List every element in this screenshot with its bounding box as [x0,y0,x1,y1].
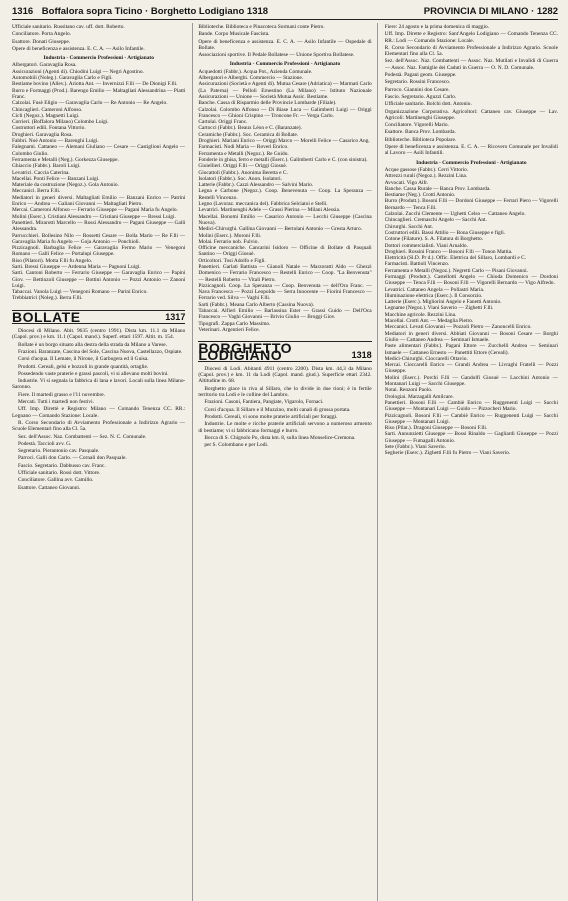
directory-entry: Molini (Eserc.). Moroni F.lli. [198,232,262,239]
description-paragraph: Prodotti. Cereali, vi sono molte praterie artificiali per foraggi. [204,413,338,420]
description-paragraph: Corsi d'acqua. Il Lemate, il Nirone, il Garbogera ed il Guisa. [18,356,149,363]
description-paragraph: Prodotti. Cereali, gelsi e bozzoli in grande quantità, ortaglie. [18,363,149,370]
description-paragraph: per S. Colombano e per Lodi. [204,442,269,449]
municipality-heading [198,341,371,362]
directory-entry: Tipografi. Zappa Carlo Massimo. [198,320,271,327]
directory-entry: Panettieri. Mirarotti Marcello — Rossi Alessandro — Pagani Giuseppe — Galli Alessandra. [12,219,186,233]
column-layout [12,23,558,901]
directory-entry: Chincaglieri. Cameroni Alfonso. [12,106,83,113]
directory-entry: Corrieri. (Boffalora Milano) Colombo Luigi. [12,119,109,126]
directory-entry: Falegnami. Cattaneo — Alemani Giuliano — Cesare — Castiglioni Angelo — Colombo Giulio. [12,144,186,157]
info-entry: Conciliatore. Porta Angelo. [12,31,71,38]
directory-entry: Orticoltori. Tosi Adolfo e Figli. [198,257,266,264]
info-entry: Esattore. Banca Prov. Lombarda. [384,129,456,136]
description-paragraph: R. Corso Secondario di Avviamento Professionale a Indirizzo Agrario — Scuole Elementari fino alla Cl. 5a. [12,419,186,433]
directory-entry: Sarti (Fabbr.). Meana Carlo Alberto (Cassina Nuova). [198,301,315,308]
page-header [12,6,558,20]
info-entry: Fiere: 24 agosto e la prima domenica di maggio. [384,24,489,30]
directory-entry: Bestiame bovino (Allev.). Ariotta Ant. — Invernizzi F.lli — De Dionigi F.lli. [12,81,178,88]
directory-entry: Notai. Renzoni Paolo. [384,387,433,394]
info-entry: Fascio. Segretario. Aguzzi Carlo. [384,93,457,100]
directory-entry: Latterie (Fabbr.). Cazzi Alessandro — Salvini Mario. [198,182,314,189]
description-paragraph: Frazioni. Baranzate, Cascina del Sole, Cascina Nuova, Castellazzo, Ospiate. [18,348,183,355]
directory-entry: Legname (Negoz.). Viani Saverio — Zighetti F.lli. [384,305,494,312]
description-paragraph: Diocesi di Milano. Abit. 9635 (centro 1991). Dista km. 11.1 da Milano (Capol. prov.) e km. 11.1 (Capol. mand.). Superf. ettari 1597. Altit. m. 154. [12,328,186,341]
description-paragraph: Fiere. Il martedì grasso e l'11 novembre. [18,391,105,398]
directory-entry: Assicurazioni (Società e Agenti di). Mutua Cesare (Adriatica) — Marmati Carlo (La Paterna) — Pelloli Ernestino (La Milano) — Istituto Nazionale Assicurazioni — Unione — Società Mutua Assic. Bestiame. [198,81,372,100]
directory-entry: Attrezzi rurali (Negoz.). Rezzini Lina. [384,173,468,180]
directory-entry: Chincaglieri. Cremaschi Angelo — Sacchi Ant. [384,217,487,224]
running-title-left: Boffalora sopra Ticino · Borghetto Lodigiano 1318 [41,6,269,17]
info-entry: Sez. dell'Assoc. Naz. Combattenti — Assoc. Naz. Mutilati e Invalidi di Guerra — Assoc. Naz. Famiglie dei Caduti in Guerra — O. N. D. Comunale. [384,58,558,71]
directory-entry: Sarti. Annunzietti Giuseppe — Bossi Rinaldo — Gagliardi Giuseppe — Pozzi Giuseppe — Fumagalli Antonio. [384,431,558,444]
header-left [12,6,268,17]
directory-entry: Meccanici. Levati Giovanni — Pozzoli Pietro — Zanoncelli Enrico. [384,324,532,331]
directory-entry: Elettricità (Sl.D. Pr d.). Offic. Elettrica del Sillaro, Lombardi e C. [384,255,527,262]
directory-entry: Segherie (Eserc.). Zighetti F.lli fu Pietro — Viani Saverio. [384,450,511,457]
description-paragraph: Industrie. Vi si segnala la fabbrica di lana e lavori. Locali sulla linea Milano-Saronno. [12,378,186,391]
directory-entry: Droghieri. Mariani Enrico — Origgi Marco — Morelli Felice — Casarico Ang. [198,138,370,145]
directory-entry: Droghieri. Garavaglia Rosa. [12,131,73,138]
directory-entry: Mercai. Cioccarelli Enrico — Grandi Andrea — Livraghi Fratelli — Pozzi Giuseppe. [384,362,558,375]
description-paragraph: Fascio. Segretario. Dabbusso cav. Franc. [18,462,106,469]
description-paragraph: Sez. dell'Assoc. Naz. Combattenti — Sez. N. C. Comunale. [18,433,147,440]
directory-entry: Acquedotti (Fabbr.). Acqua Pot., Azienda Comunale. [198,68,313,75]
directory-entry: Calzolai. Colombo Alfonso — Di Biase Luca — Galimberti Luigi — Origgi Francesco — Ghioni Crispino — Troncone Fr. — Verga Carlo. [198,106,372,119]
info-entry: Biblioteche. Biblioteca Popolare. [384,136,457,143]
directory-entry: Latterie (Eserc.). Migliorini Angelo e Fanetti Antonio. [384,299,502,306]
directory-entry: Molini (Eserc.). Cristiani Alessandro — Cristiani Giuseppe — Bressi Luigi. [12,213,176,220]
directory-entry: Cartocci (Fabbr.). Beaux Léon e C. (Baranzate). [198,125,302,132]
directory-entry: Costruttori edili. Bassi Attilio — Bona Giuseppe e figli. [384,229,506,236]
directory-entry: Legna e Carbone (Negoz.). Coop. Benevenuta — Coop. La Speranza — Restelli Vincenzo. [198,188,372,201]
directory-entry: Albergatori e Alberghi. Commercio — Stazione. [198,75,304,82]
directory-entry: Pizzicagnoli. Coop. La Speranza — Coop. Benvenuta — dell'Ora Franc. — Nava Francesca — Pozzi Leopoldo — Serra Innocente — Fiorini Francesco — Ferrario ved. Silva — Vaghi F.lli. [198,282,372,302]
directory-entry: Ceramiche (Fabbr.). Soc. Ceramica di Bollate. [198,131,299,138]
directory-entry: Pizzicagnoli. Bosoni F.lli — Cambiè Enrico — Ruggenenti Luigi — Sacchi Giuseppe — Montanari Luigi. [384,412,558,425]
directory-entry: Molini (Eserc.). Porchi F.lli — Gandolfi Giosuè — Lacchini Antonio — Montanari Luigi — Sacchi Giuseppe. [384,374,558,388]
page-number-left: 1316 [12,6,34,17]
info-entry: Conciliatore. Vigorelli Mario. [384,122,449,129]
directory-entry: Farmacisti. Battioli Vincenzo. [384,261,450,268]
directory-entry: Sete (Fabbr.). Viani Saverio. [384,444,446,450]
directory-entry: Tabaccai. Vanola Luigi — Venegoni Romano — Parini Enrico. [12,289,148,296]
section-heading: Industria - Commercio Professioni - Artigianato [229,61,341,68]
directory-entry: Mediatori in generi diversi. Abbiati Giovanni — Bosoni Cesare — Borghi Giulio — Cattaneo Andrea — Seminari Ismaele. [384,330,558,343]
description-paragraph: Borghetto giace in riva al Sillaro, che lo divide in due rioni; è in fertile territorio tra Lodi e le colline del Lambro. [198,385,372,399]
directory-entry: Orologiai. Marzagalli Amilcare. [384,393,454,400]
description-paragraph: Segretario. Pierantonio cav. Pasquale. [18,448,100,455]
directory-entry: Panettieri. Bosoni F.lli — Cambiè Enrico — Ruggenenti Luigi — Sacchi Giuseppe — Montanari Luigi — Guido — Pizzocheri Mario. [384,399,558,413]
municipality-heading [12,310,185,324]
directory-entry: Paste alimentari (Fabbr.). Pagani Ettore — Zucchelli Andrea — Seminari Ismaele — Cattaneo Ernesto — Panettiti Ettore (Cereali). [384,343,558,356]
directory-entry: Bestiame (Neg.). Crotti Antonio. [384,192,456,199]
page-number-right: · 1282 [531,6,558,17]
directory-entry: Riso (Pilatori). Motta F.lli fu Angelo. [12,257,93,264]
directory-entry: Mediatori in generi diversi. Maltagliati Emilio — Banzani Enrico — Patrini Enrico — Andrea — Galiani Giovanni — Maltagliati Pietro. [12,194,186,208]
directory-entry: Costruttori edili. Fontana Vittorio. [12,125,86,132]
directory-entry: Panettieri. Garlati Battista — Gianoli Natale — Marzoratti Aldo — Ghezzi Domenico — Ferrario Francesco — Restelli Enrico — Coop. "La Benvenuta" — Restelli Roberto — Vitali Pietro. [198,263,372,283]
directory-entry: Burro (Produtt.). Bosoni F.lli — Dordoni Giuseppe — Ferrari Piero — Vigorelli Bernardo — Tenca F.lli. [384,198,558,211]
directory-entry: Meccanici. Berra F.lli. [12,188,61,195]
directory-entry: Veterinari. Argentieri Felice. [198,326,260,333]
directory-entry: Droghieri. Rossini Franco — Bosoni F.lli — Tonon Mattia. [384,248,513,255]
directory-entry: Cicli (Negoz.). Magnetti Luigi. [12,112,80,119]
directory-entry: Automobili (Noleg.). Garavaglia Carlo e Figli. [12,75,113,82]
directory-entry: Mercai. Cameroni Alfonso — Ferrario Giuseppe — Pagani Maria fu Angelo. [12,207,178,214]
directory-entry: Cotone (Filature). S. A. Filatura di Borghetto. [384,236,484,243]
description-paragraph: Bollate è un borgo situato alla destra della strada da Milano a Varese. [18,341,168,348]
directory-entry: Macellai. Ponti Felice — Banzani Luigi. [12,175,100,182]
directory-entry: Dottori commercialisti. Viani Arnaldo. [384,242,468,249]
directory-entry: Isolatori (Fabbr.). Soc. Anon. Isolatori. [198,175,283,182]
description-paragraph: Ufficiale sanitario. Rossi dott. Vittore. [18,470,101,476]
directory-entry: Assicurazioni (Agenti di). Chiodini Luigi — Negri Agostino. [12,68,144,75]
directory-entry: Avvocati. Vigo Alfr. [384,179,429,186]
directory-entry: Tabaccai. Alfieri Emilio — Barlassina Ester — Grassi Guido — Dell'Oca Francesco — Vaghi Giovanni — Brivio Giulio — Broggi Giov. [198,308,372,321]
description-paragraph: Esattore. Cattaneo Giovanni. [18,484,81,491]
description-paragraph: Uff. Imp. Direttè e Registro: Milano — Comando Tenenza CC. RR.: Legnano — Comando Stazione: Locale. [12,406,186,419]
directory-entry: Ferramenta e Metalli (Neg.). Gorkezza Giuseppe. [12,156,119,163]
directory-entry: Gioiellieri. Origgi F.lli — Origgi Giosuè. [198,163,288,170]
description-paragraph: Mercati. Tutti i martedì non festivi. [18,399,94,406]
municipality-code: 1318 [351,349,372,360]
directory-entry: Levatrici. Martinenghi Adele — Grassi Pierina — Milani Alessia. [198,207,341,214]
directory-entry: Albergatori. Garavaglia Rosa. [12,62,77,69]
info-entry: R. Corso Secondario di Avviamento Professionale a Indirizzo Agrario. Scuole Elementari fino alla Cl. 5a. [384,44,558,58]
directory-entry: Sarti. Bressi Giuseppe — Ardenna Maria — Pagnoni Luigi. [12,263,141,270]
description-paragraph: Frazioni. Casoni, Fantiera, Pangiate, Vigarolo, Fornaci. [204,399,324,406]
section-heading: Industria - Commercio Professioni - Artigianato [416,159,527,166]
directory-entry: Chirurghi. Sacchi Ant. [384,223,434,230]
directory-entry: Farmacisti. Nodi Maria — Roveri Enrico. [198,144,289,151]
description-paragraph: Podestà. Taccioli avv. G. [18,440,72,447]
info-entry: Parroco. Giannini don Cesare. [384,86,450,93]
directory-entry: Riso (Pilat.). Dragoni Giuseppe — Bosoni F.lli. [384,425,488,432]
directory-entry: Acque gassose (Fabbr.). Cerri Vittorio. [384,166,469,173]
directory-entry: Parrucchieri. Bollesino Nilo — Rossetti Cesare — Bolla Mario — Re F.lli — Garavaglia Maria fu Angelo — Goja Antonio — Ponchioli. [12,232,186,245]
info-entry: Ufficiale sanitario. Bolchi dott. Antonio. [384,101,472,108]
directory-entry: Medici-Chirurghi. Gallina Giovanni — Bertolani Antonio — Gresta Arturo. [198,226,363,233]
running-title-right: PROVINCIA DI MILANO [423,6,529,17]
directory-entry: Fabbri. Noè Antonio — Barenghi Luigi. [12,138,99,145]
directory-entry: Officine meccaniche. Cancarini Isidoro — Officine di Bollate di Pasquali Santino — Origgi Giosuè. [198,245,372,258]
column-middle [192,23,377,901]
info-entry: Podestà. Pagani geom. Giuseppe. [384,72,457,79]
description-paragraph: Industrie. Le molte e ricche praterie artificiali servono a numeroso armento di bestiame; vi si fabbricano formaggi e burro. [198,421,372,434]
directory-entry: Calzolai. Fusè Eligio — Garavaglia Carlo — Re Antonio — Re Angelo. [12,100,168,107]
directory-entry: Pizzicagnoli. Barbaglia Felice — Garavaglia Fermo Mario — Venegoni Romano — Galli Felice — Portalupi Giuseppe. [12,245,186,258]
info-entry: Opere di beneficenza e assistenza. E. C. A. — Ricovero Comunale per Invalidi al Lavoro — Asili Infantili. [384,144,558,157]
info-entry: Bande. Corpo Musicale Fascista. [198,31,270,38]
directory-entry: Medici-Chirurghi. Cioccarelli Ottavio. [384,355,468,362]
directory-entry: Banche. Cassa di Risparmio delle Provincie Lombarde (Filiale). [198,100,337,107]
directory-entry: Banche. Cassa Rurale — Banca Prov. Lombarda. [384,185,491,192]
municipality-name: BORGHETTO LODIGIANO [198,340,293,363]
directory-entry: Levatrici. Caccia Caterina. [12,169,70,176]
description-paragraph: Diocesi di Lodi. Abitanti 4911 (centro 2200). Dista km. 44,3 da Milano (Capol. prov.) e km. 11 da Lodi (Capol. mand. giud.). Superficie ettari 2342. Altitudine m. 68. [198,365,372,385]
info-entry: Esattore. Donati Giuseppe. [12,38,71,45]
directory-entry: Sarti. Cantoni Roberto — Ferrario Giuseppe — Garavaglia Enrico — Papini Giov. — Bettinzoli Giuseppe — Bottini Antonio — Pozzi Antonio — Zanoni Luigi. [12,270,186,289]
directory-entry: Formaggi (Produtt.). Castellotti Angelo — Chioda Domenico — Dordoni Giuseppe — Tenca F.lli — Bosoni F.lli — Vigorelli Bernardo — Vigo Alfredo. [384,273,558,287]
info-entry: Associazioni sportive. Il Pedale Bollatese — Unione Sportiva Bollatese. [198,52,355,59]
description-paragraph: Possedendo vaste praterie e grassi pascoli, vi si allevano molti bovini. [18,370,169,377]
municipality-name: BOLLATE [12,308,81,325]
directory-entry: Macellai. Crotti Ant. — Medaglia Pietro. [384,318,474,325]
directory-entry: Materiale da costruzione (Negoz.). Gola Antonio. [12,182,119,189]
info-entry: Segretario. Rossini Francesco. [384,79,451,86]
column-left [12,23,185,901]
directory-entry: Legno (Lavoraz. meccanica del). Fabbrica Selciatoi e Stelli. [198,201,328,208]
info-entry: Opere di beneficenza e assistenza. E. C. A. — Asilo Infantile. [12,45,145,52]
directory-entry: Trebbiatrici (Noleg.). Berra F.lli. [12,295,83,302]
section-heading: Industria - Commercio Professioni - Artigianato [43,55,154,62]
description-paragraph: Parroci. Galli don Carlo. — Cornali don Pasquale. [18,455,127,462]
directory-entry: Fonderie in ghisa, ferro e metalli (Eserc.). Galimberti Carlo e C. (con sinistra). [198,156,368,163]
directory-entry: Calzolai. Zucchi Clemente — Ughetti Celso — Cattaneo Angelo. [384,211,526,218]
info-entry: Ufficiale sanitario. Russitano cav. uff. dott. Roberto. [12,24,125,30]
directory-entry: Ferramenta e Metalli (Negoz.). Negretti Carlo — Pisani Giovanni. [384,267,528,274]
description-paragraph: Bocca di S. Chignolo Po, dista km. 8, sulla linea Monselice-Cremona. [204,434,356,441]
description-paragraph: Corsi d'acqua. Il Sillaro e il Muzzino, molti canali di grossa portata. [204,406,351,413]
directory-entry: Giocattoli (Fabbr.). Anonima Beretta e C. [198,169,288,176]
directory-entry: Macellai. Bonomi Emilio — Casarico Antonio — Lecchi Giuseppe (Cascina Nuova). [198,213,372,226]
info-entry: Opere di beneficenza e assistenza. E. C. A. — Asilo Infantile — Ospedale di Bollate. [198,38,372,51]
info-entry: Uff. Imp. Dirette e Registro: Sant'Angelo Lodigiano — Comando Tenenza CC. RR.: Lodi — Comando Stazione: Locale. [384,31,558,44]
directory-entry: Macchine agricole. Rezzini Lina. [384,311,457,318]
directory-entry: Ferramenta e Metalli (Negoz.). Re Guido. [198,150,289,157]
directory-entry: Molai. Ferrario nob. Fulvio. [198,238,259,245]
description-paragraph: Conciliatore. Gallina avv. Camillo. [18,477,94,484]
directory-entry: Levatrici. Cattaneo Angela — Pollastri Maria. [384,286,485,293]
directory-entry: Ghiaccio (Fabbr.). Baroli Luigi. [12,163,81,170]
municipality-code: 1317 [165,311,186,322]
info-entry: Organizzazione Corporativa. Agricoltori: Cattaneo cav. Giuseppe — Lav. Agricoli: Martinenghi Giuseppe. [384,108,558,121]
column-right [385,23,558,901]
directory-entry: Cartolai. Origgi Franc. [198,119,248,126]
header-right [424,6,558,17]
info-entry: Biblioteche. Biblioteca e Pinacoteca Sormani conte Pietro. [198,24,325,30]
directory-entry: Illuminazione elettrica (Eserc.). Il Consorzio. [384,292,483,299]
directory-entry: Burro e Formaggi (Prod.). Barengo Emilio — Maltagliati Alessandrina — Piatti Franc. [12,87,186,100]
